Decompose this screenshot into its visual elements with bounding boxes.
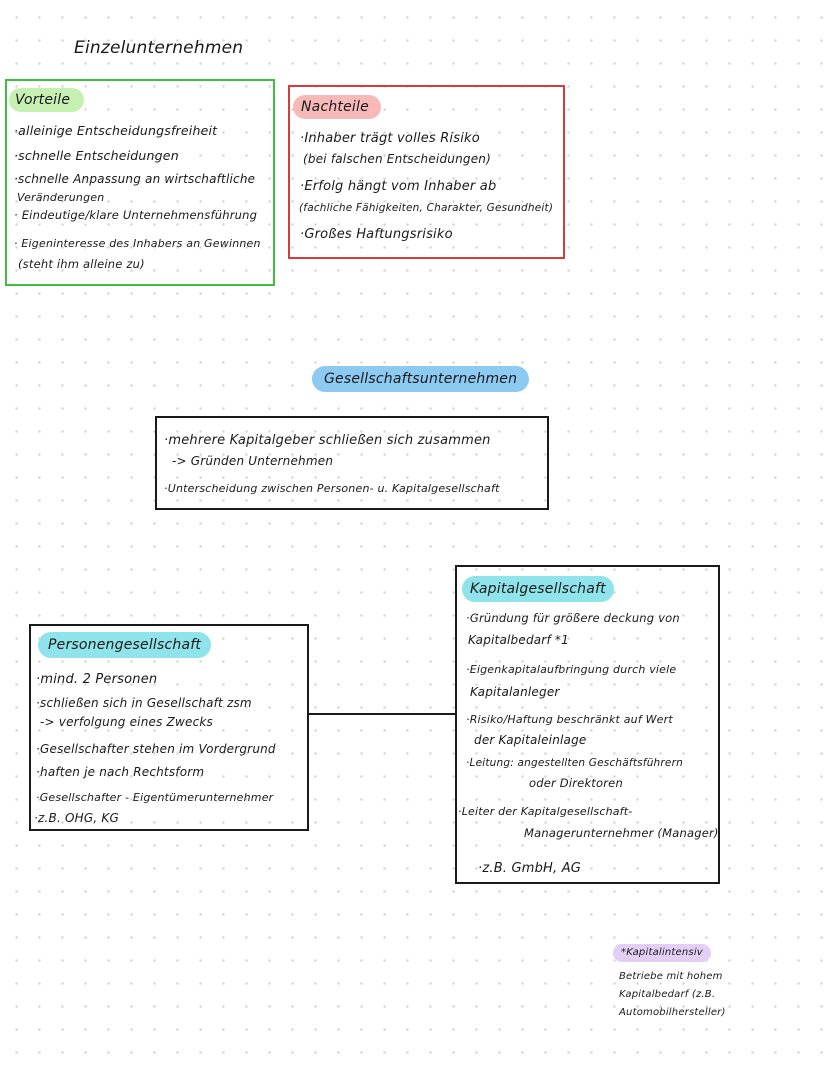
nachteile-line: ·Inhaber trägt volles Risiko (300, 131, 480, 146)
vorteile-line: ·schnelle Anpassung an wirtschaftliche (14, 172, 256, 186)
vorteile-line: · Eindeutige/klare Unternehmensführung (14, 208, 258, 222)
vorteile-line: ·alleinige Entscheidungsfreiheit (14, 123, 218, 138)
personen-line: ·Gesellschafter - Eigentümerunternehmer (36, 791, 274, 804)
kapital-line: ·Eigenkapitalaufbringung durch viele (466, 663, 677, 676)
kapital-line: ·z.B. GmbH, AG (478, 861, 582, 876)
gesellschaft-line: ·Unterscheidung zwischen Personen- u. Kapitalgesellschaft (164, 482, 500, 495)
footnote-line: Automobilhersteller) (619, 1007, 726, 1018)
nachteile-line: (fachliche Fähigkeiten, Charakter, Gesundheit) (299, 202, 554, 214)
kapital-line: oder Direktoren (529, 776, 623, 790)
nachteile-line: ·Großes Haftungsrisiko (300, 227, 453, 242)
footnote-line: Betriebe mit hohem (619, 971, 723, 982)
kapital-line: Kapitalanleger (470, 685, 560, 699)
vorteile-line: (steht ihm alleine zu) (18, 257, 145, 271)
kapital-line: ·Gründung für größere deckung von (466, 611, 680, 625)
kapital-line: Kapitalbedarf *1 (468, 633, 569, 647)
personen-heading: Personengesellschaft (38, 632, 211, 658)
gesellschaft-heading: Gesellschaftsunternehmen (312, 366, 529, 392)
personen-line: -> verfolgung eines Zwecks (40, 715, 213, 729)
kapital-line: ·Leitung: angestellten Geschäftsführern (466, 757, 683, 769)
footnote-line: Kapitalbedarf (z.B. (619, 989, 716, 1000)
personen-line: ·haften je nach Rechtsform (36, 765, 205, 779)
vorteile-heading: Vorteile (9, 88, 84, 112)
gesellschaft-line: ·mehrere Kapitalgeber schließen sich zusammen (164, 433, 491, 448)
nachteile-line: (bei falschen Entscheidungen) (303, 152, 491, 166)
connector-line (308, 713, 456, 715)
kapital-line: ·Leiter der Kapitalgesellschaft- (458, 805, 633, 818)
personen-line: ·schließen sich in Gesellschaft zsm (36, 696, 252, 710)
kapital-line: Managerunternehmer (Manager) (524, 826, 719, 840)
nachteile-line: ·Erfolg hängt vom Inhaber ab (300, 179, 497, 194)
nachteile-heading: Nachteile (293, 95, 381, 119)
kapital-line: ·Risiko/Haftung beschränkt auf Wert (466, 713, 673, 726)
page-title: Einzelunternehmen (74, 38, 244, 58)
personen-line: ·Gesellschafter stehen im Vordergrund (36, 742, 276, 756)
kapital-heading: Kapitalgesellschaft (462, 576, 614, 602)
personen-line: ·z.B. OHG, KG (34, 811, 119, 825)
personen-line: ·mind. 2 Personen (36, 672, 158, 687)
vorteile-line: Veränderungen (17, 191, 105, 204)
kapital-line: der Kapitaleinlage (474, 733, 587, 747)
vorteile-line: · Eigeninteresse des Inhabers an Gewinnen (14, 237, 261, 250)
gesellschaft-line: -> Gründen Unternehmen (172, 454, 334, 468)
footnote-heading: *Kapitalintensiv (613, 944, 711, 962)
vorteile-line: ·schnelle Entscheidungen (14, 148, 179, 163)
